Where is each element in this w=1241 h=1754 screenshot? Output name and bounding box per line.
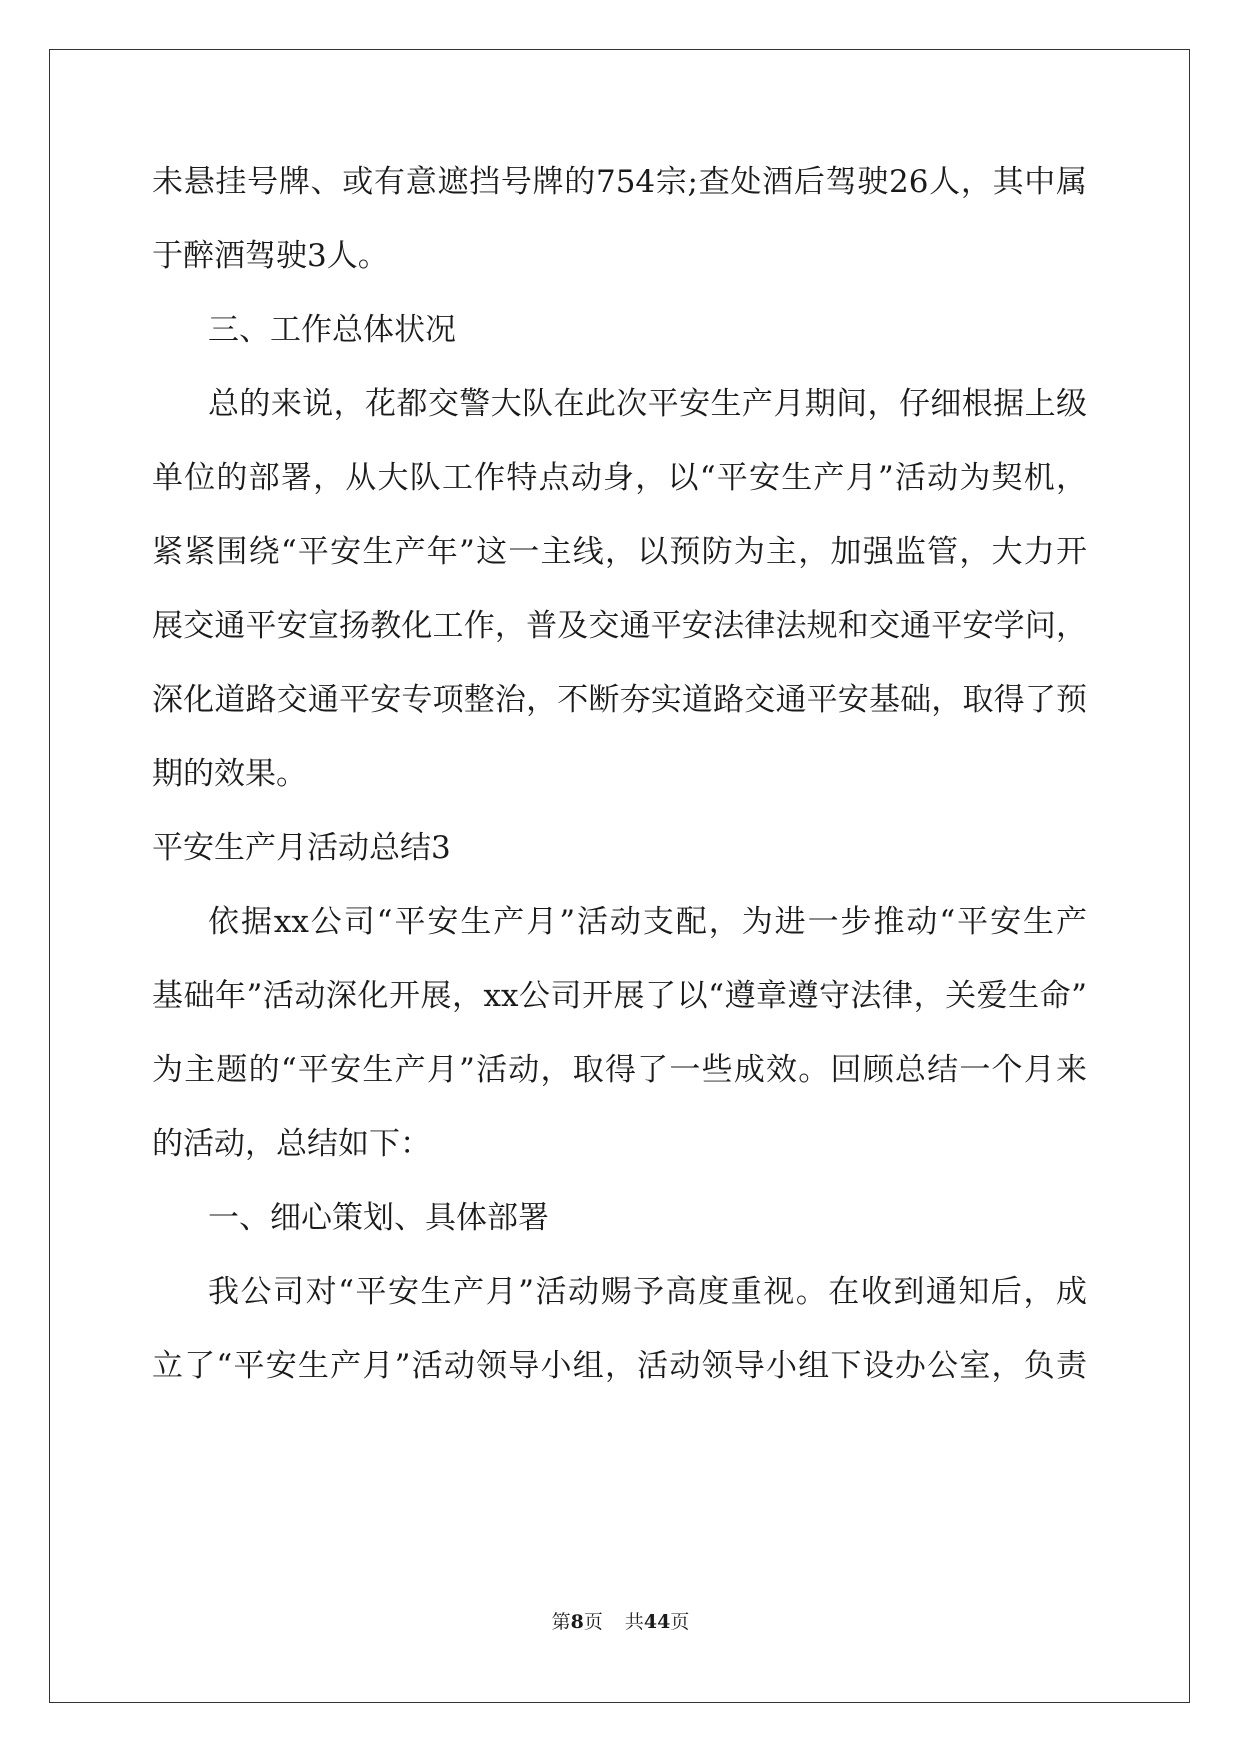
paragraph-line: 紧紧围绕“平安生产年”这一主线，以预防为主，加强监管，大力开	[152, 534, 1087, 570]
paragraph-line: 我公司对“平安生产月”活动赐予高度重视。在收到通知后，成	[208, 1274, 1087, 1310]
footer-prefix: 第	[551, 1611, 571, 1633]
paragraph-line: 立了“平安生产月”活动领导小组，活动领导小组下设办公室，负责	[152, 1348, 1087, 1384]
page-footer	[0, 1610, 1241, 1634]
paragraph-line: 期的效果。	[152, 756, 307, 792]
footer-total-prefix: 共	[624, 1611, 644, 1633]
paragraph-line: 总的来说，花都交警大队在此次平安生产月期间，仔细根据上级	[208, 386, 1087, 422]
paragraph-line: 单位的部署，从大队工作特点动身，以“平安生产月”活动为契机，	[152, 460, 1087, 496]
footer-page-number: 8	[570, 1611, 584, 1633]
footer-page-unit: 页	[583, 1611, 603, 1633]
paragraph-line: 依据xx公司“平安生产月”活动支配，为进一步推动“平安生产	[208, 904, 1087, 940]
document-title: 平安生产月活动总结3	[152, 830, 451, 866]
paragraph-line: 展交通平安宣扬教化工作，普及交通平安法律法规和交通平安学问，	[152, 608, 1087, 644]
paragraph-line: 的活动，总结如下：	[152, 1126, 431, 1162]
section-heading: 一、细心策划、具体部署	[208, 1200, 549, 1236]
footer-total-unit: 页	[670, 1611, 690, 1633]
footer-total-pages: 44	[643, 1611, 671, 1633]
paragraph-line: 于醉酒驾驶3人。	[152, 238, 389, 274]
paragraph-line: 为主题的“平安生产月”活动，取得了一些成效。回顾总结一个月来	[152, 1052, 1087, 1088]
page-border	[49, 49, 1190, 1703]
section-heading: 三、工作总体状况	[208, 312, 456, 348]
paragraph-line: 基础年”活动深化开展，xx公司开展了以“遵章遵守法律，关爱生命”	[152, 978, 1087, 1014]
paragraph-line: 深化道路交通平安专项整治，不断夯实道路交通平安基础，取得了预	[152, 682, 1087, 718]
paragraph-line: 未悬挂号牌、或有意遮挡号牌的754宗;查处酒后驾驶26人，其中属	[152, 164, 1087, 200]
